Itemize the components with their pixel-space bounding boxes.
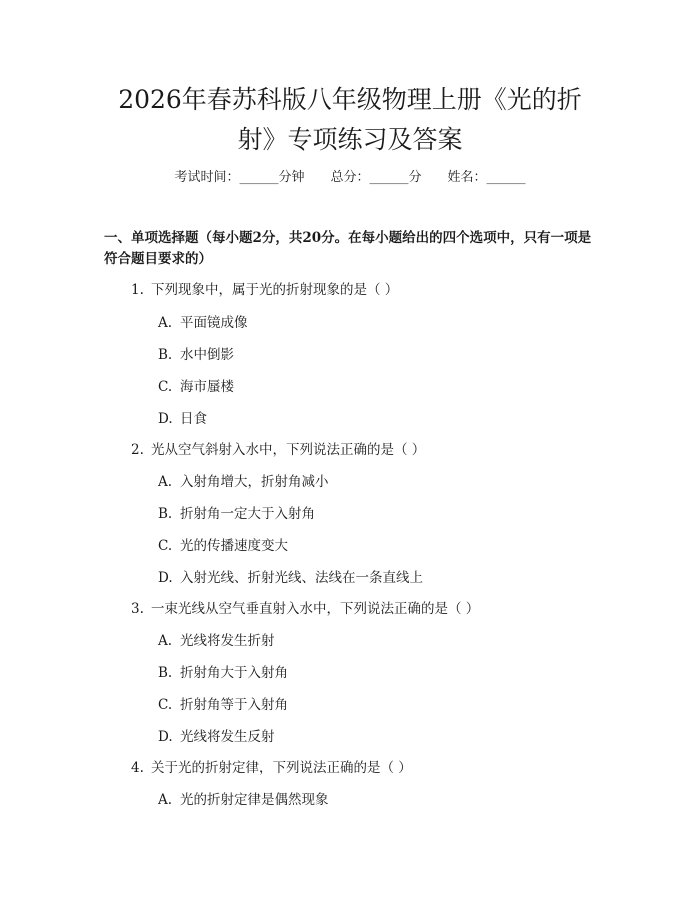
- option-2a: A. 入射角增大，折射角减小: [158, 474, 329, 490]
- question-1: [131, 280, 398, 300]
- title-line-2: 射》专项练习及答案: [237, 125, 463, 154]
- page-title: [100, 80, 600, 160]
- student-name: 姓名：______: [447, 170, 526, 185]
- question-number: 2.: [131, 442, 144, 458]
- option-3a: A. 光线将发生折射: [158, 633, 275, 649]
- option-1b: B. 水中倒影: [158, 347, 234, 363]
- question-number: 4.: [131, 760, 144, 776]
- question-number: 1.: [131, 282, 144, 298]
- exam-score: 总分：______分: [330, 170, 422, 185]
- question-text: 关于光的折射定律，下列说法正确的是（ ）: [151, 760, 412, 776]
- option-2c: C. 光的传播速度变大: [158, 538, 288, 554]
- question-text: 下列现象中，属于光的折射现象的是（ ）: [151, 282, 399, 298]
- question-number: 3.: [131, 601, 144, 617]
- question-text: 光从空气斜射入水中，下列说法正确的是（ ）: [151, 442, 426, 458]
- question-3: [131, 599, 479, 619]
- question-text: 一束光线从空气垂直射入水中，下列说法正确的是（ ）: [151, 601, 480, 617]
- exam-time: 考试时间：______分钟: [174, 170, 305, 185]
- title-line-1: 2026年春苏科版八年级物理上册《光的折: [118, 85, 582, 114]
- option-3d: D. 光线将发生反射: [158, 729, 275, 745]
- exam-meta: [0, 168, 700, 188]
- option-3c: C. 折射角等于入射角: [158, 697, 288, 713]
- question-4: [131, 758, 412, 778]
- option-2d: D. 入射光线、折射光线、法线在一条直线上: [158, 570, 423, 586]
- question-2: [131, 440, 425, 460]
- option-4a: A. 光的折射定律是偶然现象: [158, 792, 329, 808]
- option-1a: A. 平面镜成像: [158, 315, 248, 331]
- option-2b: B. 折射角一定大于入射角: [158, 506, 315, 522]
- option-1c: C. 海市蜃楼: [158, 379, 234, 395]
- option-3b: B. 折射角大于入射角: [158, 665, 288, 681]
- section-heading: 一、单项选择题（每小题2分，共20分。在每小题给出的四个选项中，只有一项是符合题目要求的）: [104, 230, 592, 267]
- option-1d: D. 日食: [158, 411, 207, 427]
